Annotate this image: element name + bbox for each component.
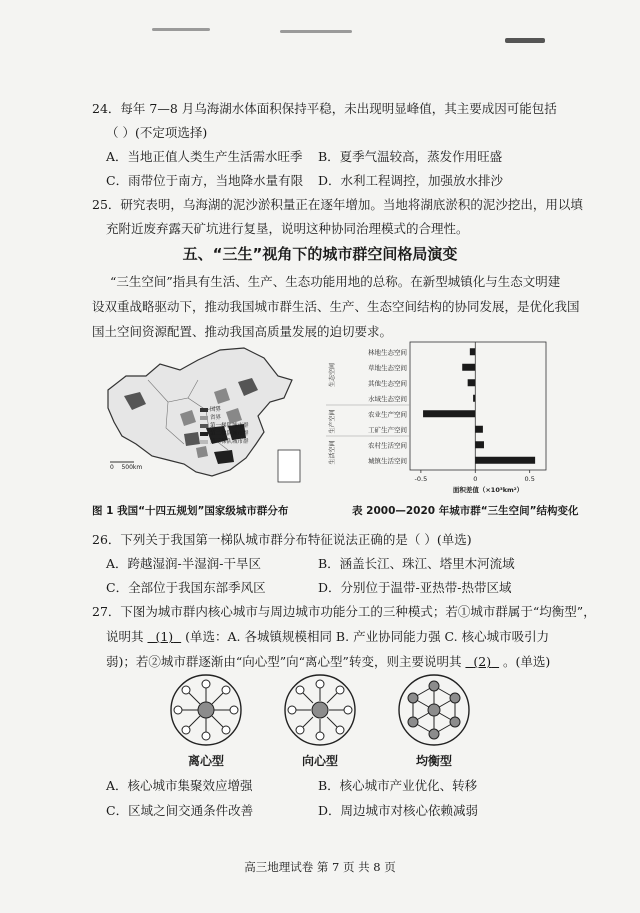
group-label: 生态空间: [329, 362, 336, 388]
category-label: 林地生态空间: [368, 348, 407, 357]
q26-option-d: D．分别位于温带-亚热带-热带区域: [318, 580, 512, 595]
scan-mark-left: [152, 28, 210, 31]
bar: [423, 410, 475, 417]
intro-line1: “三生空间”指具有生活、生产、生态功能用地的总称。在新型城镇化与生态文明建: [110, 274, 561, 289]
south-sea-inset: [278, 450, 300, 482]
label-centripetal: 向心型: [302, 754, 339, 768]
q27-line2-a: 说明其: [106, 629, 144, 644]
legend-item: 省界: [210, 415, 222, 421]
group-label: 生活空间: [329, 440, 336, 465]
label-balanced: 均衡型: [416, 754, 453, 768]
diagram-centrifugal: [171, 675, 241, 745]
blank-2-label: (2): [473, 654, 492, 669]
scan-mark-right: [505, 38, 545, 43]
legend-item: 第一梯队城市群: [210, 423, 249, 429]
label-centrifugal: 离心型: [188, 754, 225, 768]
tick-label: -0.5: [414, 475, 428, 483]
region-7: [184, 432, 200, 446]
tick-label: 0.5: [524, 475, 535, 483]
intro-line2: 设双重战略驱动下，推动我国城市群生活、生产、生态空间结构的协同发展，是优化我国: [92, 299, 580, 314]
bar: [468, 379, 476, 386]
q24-stem: 24．每年 7—8 月乌海湖水体面积保持平稳，未出现明显峰值，其主要成因可能包括: [92, 101, 557, 116]
intro-line3: 国土空间资源配置、推动我国高质量发展的迫切要求。: [92, 324, 393, 339]
q26-option-a: A．跨越湿润-半湿润-干旱区: [106, 556, 261, 571]
plot-frame: [410, 342, 546, 470]
bar: [470, 348, 475, 355]
q26-option-c: C．全部位于我国东部季风区: [106, 580, 266, 595]
q27-option-c: C．区域之间交通条件改善: [106, 803, 254, 818]
scan-mark-center: [280, 30, 352, 33]
category-label: 城镇生活空间: [368, 456, 407, 465]
bar: [475, 441, 484, 448]
q27-line3-a: 弱)；若②城市群逐渐由“向心型”向“离心型”转变，则主要说明其: [106, 654, 462, 669]
tick-label: 0: [473, 475, 478, 483]
bar: [462, 364, 475, 371]
q26-stem: 26．下列关于我国第一梯队城市群分布特征说法正确的是（ ）(单选): [92, 532, 472, 547]
group-label: 生产空间: [329, 409, 336, 434]
category-label: 农村生活空间: [368, 441, 407, 450]
city-pattern-diagrams: [160, 672, 480, 752]
q27-blank-2: [465, 654, 499, 669]
x-axis-label: 面积差值（×10³km²）: [452, 486, 524, 494]
diagram-balanced: [399, 675, 469, 745]
q27-blank-1: [148, 629, 182, 644]
bar: [473, 395, 475, 402]
q24-option-d: D．水利工程调控，加强放水排沙: [318, 173, 504, 188]
q27-line1: 27．下图为城市群内核心城市与周边城市功能分工的三种模式；若①城市群属于“均衡型”，: [92, 604, 596, 619]
page-footer: 高三地理试卷 第 7 页 共 8 页: [244, 860, 396, 874]
table-caption: 表 2000—2020 年城市群“三生空间”结构变化: [352, 505, 579, 517]
category-label: 工矿生产空间: [368, 425, 407, 434]
figure1-map: [88, 340, 308, 490]
q27-option-a: A．核心城市集聚效应增强: [106, 778, 253, 793]
q26-option-b: B．涵盖长江、珠江、塔里木河流域: [318, 556, 515, 571]
three-space-chart: [324, 338, 556, 498]
map-legend: [210, 406, 249, 446]
diagram-centripetal: [285, 675, 355, 745]
q25-line1: 25．研究表明，乌海湖的泥沙淤积量正在逐年增加。当地将湖底淤积的泥沙挖出，用以填: [92, 197, 583, 212]
bar-chart-svg: [324, 338, 556, 498]
q24-option-a: A．当地正值人类生产生活需水旺季: [106, 149, 303, 164]
q24-option-b: B．夏季气温较高，蒸发作用旺盛: [318, 149, 503, 164]
q24-option-c: C．雨带位于南方，当地降水量有限: [106, 173, 304, 188]
category-label: 其他生态空间: [368, 379, 407, 388]
category-label: 农业生产空间: [368, 410, 407, 419]
q27-option-b: B．核心城市产业优化、转移: [318, 778, 478, 793]
q25-line2: 充附近废弃露天矿坑进行复垦，说明这种协同治理模式的合理性。: [106, 221, 469, 236]
q24-paren: （ ）(不定项选择): [106, 125, 208, 140]
legend-item: 第三梯队城市群: [210, 439, 249, 445]
legend-item: 第二梯队城市群: [210, 431, 249, 437]
figure1-caption: 图 1 我国“十四五规划”国家级城市群分布: [92, 505, 289, 517]
blank-1-label: (1): [155, 629, 174, 644]
q27-line2: [106, 627, 549, 645]
category-label: 草地生态空间: [368, 363, 407, 372]
category-label: 水域生态空间: [368, 394, 407, 403]
bar: [475, 457, 535, 464]
q27-option-d: D．周边城市对核心依赖减弱: [318, 803, 479, 818]
q27-line2-b: (单选：A. 各城镇规模相同 B. 产业协同能力强 C. 核心城市吸引力: [185, 629, 550, 644]
q27-line3-b: 。(单选): [503, 654, 551, 669]
legend-item: 国界: [210, 407, 222, 413]
section-title: 五、“三生”视角下的城市群空间格局演变: [182, 245, 458, 263]
map-scale: 0 500km: [110, 464, 143, 471]
region-10: [196, 446, 208, 458]
q27-line3: [106, 652, 550, 670]
bar: [475, 426, 483, 433]
